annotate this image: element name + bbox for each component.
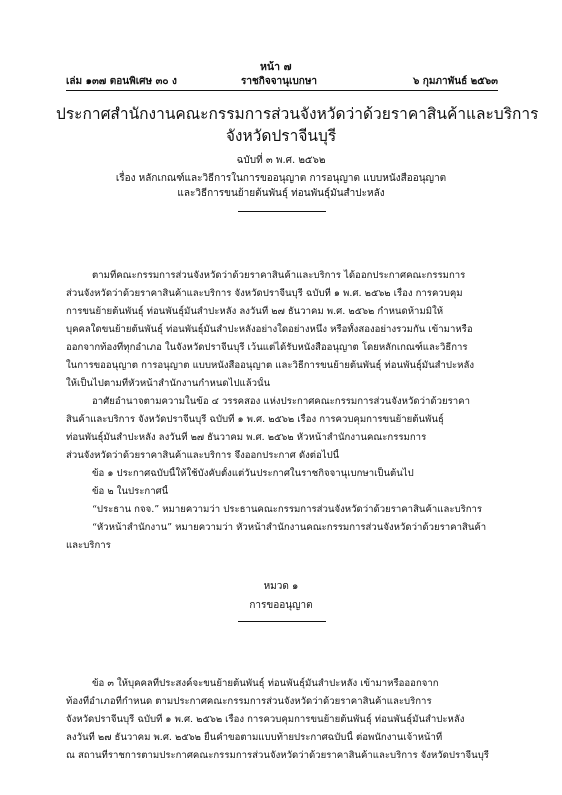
body-line: อาศัยอำนาจตามความในข้อ ๔ วรรคสอง แห่งประกาศคณะกรรมการส่วนจังหวัดว่าด้วยราคา bbox=[92, 396, 470, 407]
body-line: ท่อนพันธุ์มันสำปะหลัง ลงวันที่ ๒๗ ธันวาคม พ.ศ. ๒๕๖๒ หัวหน้าสำนักงานคณะกรรมการ bbox=[66, 432, 427, 443]
header-rule bbox=[66, 90, 498, 91]
body-line: บุคคลใดขนย้ายต้นพันธุ์ ท่อนพันธุ์มันสำปะหลังอย่างใดอย่างหนึ่ง หรือทั้งสองอย่างรวมกัน เข้ามาหรือ bbox=[66, 324, 473, 335]
gazette-header bbox=[66, 74, 498, 88]
body-line: ลงวันที่ ๒๗ ธันวาคม พ.ศ. ๒๕๖๒ ยื่นคำขอตามแบบท้ายประกาศฉบับนี้ ต่อพนักงานเจ้าหน้าที่ bbox=[66, 732, 443, 743]
announcement-title-province: จังหวัดปราจีนบุรี bbox=[225, 127, 337, 145]
body-line: การขนย้ายต้นพันธุ์ ท่อนพันธุ์มันสำปะหลัง ลงวันที่ ๒๗ ธันวาคม พ.ศ. ๒๕๖๒ กำหนดห้ามมิให้ bbox=[66, 306, 444, 317]
announcement-title: ประกาศสำนักงานคณะกรรมการส่วนจังหวัดว่าด้วยราคาสินค้าและบริการ bbox=[56, 105, 539, 123]
issue-number: ฉบับที่ ๓ พ.ศ. ๒๕๖๒ bbox=[236, 155, 326, 166]
body-line: ตามที่คณะกรรมการส่วนจังหวัดว่าด้วยราคาสินค้าและบริการ ได้ออกประกาศคณะกรรมการ bbox=[92, 270, 466, 281]
definition-head-of-office: “หัวหน้าสำนักงาน” หมายความว่า หัวหน้าสำนักงานคณะกรรมการส่วนจังหวัดว่าด้วยราคาสินค้า bbox=[92, 522, 487, 533]
chapter-name: การขออนุญาต bbox=[249, 600, 313, 611]
body-line: ท้องที่อำเภอที่กำหนด ตามประกาศคณะกรรมการส่วนจังหวัดว่าด้วยราคาสินค้าและบริการ bbox=[66, 696, 432, 707]
body-line: ในการขออนุญาต การอนุญาต แบบหนังสืออนุญาต และวิธีการขนย้ายต้นพันธุ์ ท่อนพันธุ์มันสำปะหลัง bbox=[66, 360, 475, 371]
clause-2: ข้อ ๒ ในประกาศนี้ bbox=[92, 486, 169, 497]
gazette-name: ราชกิจจานุเบกษา bbox=[241, 76, 318, 87]
body-line: ให้เป็นไปตามที่หัวหน้าสำนักงานกำหนดไปแล้วนั้น bbox=[66, 378, 271, 389]
volume-info: เล่ม ๑๓๗ ตอนพิเศษ ๓๐ ง bbox=[66, 76, 177, 87]
body-line: ส่วนจังหวัดว่าด้วยราคาสินค้าและบริการ จึงออกประกาศ ดังต่อไปนี้ bbox=[66, 450, 340, 461]
publish-date: ๖ กุมภาพันธ์ ๒๕๖๓ bbox=[412, 76, 498, 87]
chapter-label: หมวด ๑ bbox=[263, 581, 299, 592]
page-number: หน้า ๗ bbox=[260, 61, 292, 73]
chapter-divider bbox=[238, 621, 326, 622]
subject-line-1: เรื่อง หลักเกณฑ์และวิธีการในการขออนุญาต การอนุญาต แบบหนังสืออนุญาต bbox=[115, 173, 447, 184]
body-line: สินค้าและบริการ จังหวัดปราจีนบุรี ฉบับที่ ๑ พ.ศ. ๒๕๖๒ เรื่อง การควบคุมการขนย้ายต้นพันธุ์ bbox=[66, 414, 444, 425]
definition-chairman: “ประธาน กจจ.” หมายความว่า ประธานคณะกรรมการส่วนจังหวัดว่าด้วยราคาสินค้าและบริการ bbox=[92, 504, 483, 515]
subject-divider bbox=[238, 211, 326, 212]
body-line: จังหวัดปราจีนบุรี ฉบับที่ ๑ พ.ศ. ๒๕๖๒ เรื่อง การควบคุมการขนย้ายต้นพันธุ์ ท่อนพันธุ์มันสำปะหลัง bbox=[66, 714, 465, 725]
body-line: ณ สถานที่ราชการตามประกาศคณะกรรมการส่วนจังหวัดว่าด้วยราคาสินค้าและบริการ จังหวัดปราจีนบุรี bbox=[66, 750, 489, 761]
body-line: ออกจากท้องที่ทุกอำเภอ ในจังหวัดปราจีนบุรี เว้นแต่ได้รับหนังสืออนุญาต โดยหลักเกณฑ์และวิธีการ bbox=[66, 342, 468, 353]
clause-3: ข้อ ๓ ให้บุคคลที่ประสงค์จะขนย้ายต้นพันธุ์ ท่อนพันธุ์มันสำปะหลัง เข้ามาหรือออกจาก bbox=[92, 678, 439, 689]
clause-1: ข้อ ๑ ประกาศฉบับนี้ให้ใช้บังคับตั้งแต่วันประกาศในราชกิจจานุเบกษาเป็นต้นไป bbox=[92, 468, 414, 479]
body-line: และบริการ bbox=[66, 540, 111, 551]
subject-line-2: และวิธีการขนย้ายต้นพันธุ์ ท่อนพันธุ์มันสำปะหลัง bbox=[177, 188, 385, 199]
body-line: ส่วนจังหวัดว่าด้วยราคาสินค้าและบริการ จังหวัดปราจีนบุรี ฉบับที่ ๑ พ.ศ. ๒๕๖๒ เรื่อง การควบคุม bbox=[66, 288, 463, 299]
